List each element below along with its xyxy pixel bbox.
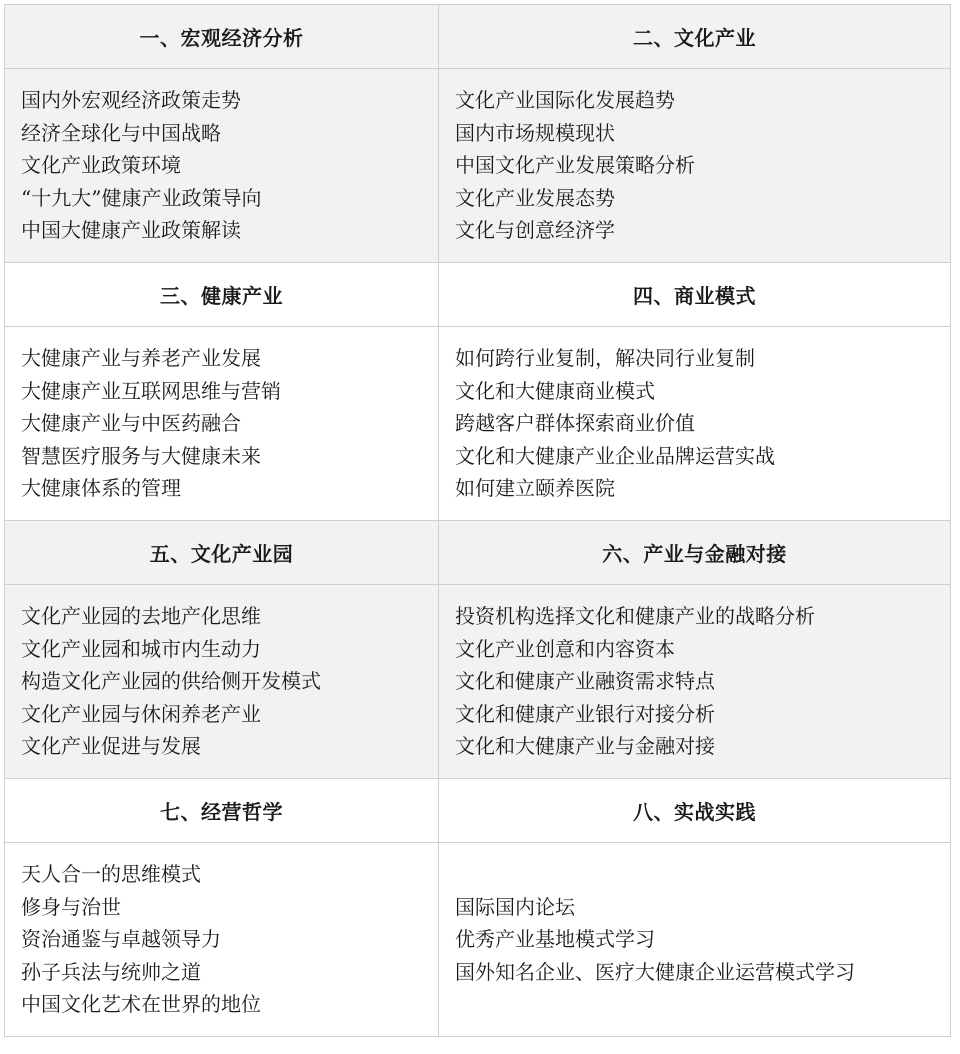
section-item-list bbox=[5, 843, 439, 1037]
list-item: 文化和健康产业融资需求特点 bbox=[455, 669, 715, 694]
list-item: 文化产业政策环境 bbox=[21, 153, 181, 178]
list-item: 大健康产业互联网思维与营销 bbox=[21, 378, 281, 403]
section-body-row bbox=[5, 327, 951, 521]
section-title: 四、商业模式 bbox=[439, 263, 951, 327]
list-item: 中国文化艺术在世界的地位 bbox=[21, 992, 261, 1017]
list-item: 国外知名企业、医疗大健康企业运营模式学习 bbox=[455, 959, 855, 984]
list-item: 文化和大健康商业模式 bbox=[455, 378, 655, 403]
list-item: 投资机构选择文化和健康产业的战略分析 bbox=[455, 604, 815, 629]
list-item: 国内外宏观经济政策走势 bbox=[21, 88, 241, 113]
list-item: 大健康产业与中医药融合 bbox=[21, 411, 241, 436]
list-item: 智慧医疗服务与大健康未来 bbox=[21, 443, 261, 468]
section-body-row bbox=[5, 843, 951, 1037]
list-item: 文化和大健康产业企业品牌运营实战 bbox=[455, 443, 775, 468]
course-table bbox=[4, 4, 951, 1037]
list-item: 国内市场规模现状 bbox=[455, 120, 615, 145]
list-item: 修身与治世 bbox=[21, 894, 121, 919]
section-item-list bbox=[5, 69, 439, 263]
section-title: 二、文化产业 bbox=[439, 5, 951, 69]
list-item: 文化产业创意和内容资本 bbox=[455, 636, 675, 661]
list-item: 文化产业园与休闲养老产业 bbox=[21, 701, 261, 726]
section-title: 八、实战实践 bbox=[439, 779, 951, 843]
section-title: 六、产业与金融对接 bbox=[439, 521, 951, 585]
list-item: 构造文化产业园的供给侧开发模式 bbox=[21, 669, 321, 694]
section-item-list bbox=[5, 327, 439, 521]
section-header-row bbox=[5, 263, 951, 327]
list-item: 中国文化产业发展策略分析 bbox=[455, 153, 695, 178]
list-item: 文化与创意经济学 bbox=[455, 218, 615, 243]
list-item: 文化产业促进与发展 bbox=[21, 734, 201, 759]
list-item: 如何建立颐养医院 bbox=[455, 476, 615, 501]
section-item-list bbox=[439, 69, 951, 263]
section-title: 一、宏观经济分析 bbox=[5, 5, 439, 69]
section-title: 三、健康产业 bbox=[5, 263, 439, 327]
section-item-list bbox=[439, 843, 951, 1037]
section-item-list bbox=[439, 585, 951, 779]
list-item: 中国大健康产业政策解读 bbox=[21, 218, 241, 243]
section-header-row bbox=[5, 5, 951, 69]
section-header-row bbox=[5, 779, 951, 843]
section-item-list bbox=[5, 585, 439, 779]
list-item: 文化产业发展态势 bbox=[455, 185, 615, 210]
section-header-row bbox=[5, 521, 951, 585]
section-item-list bbox=[439, 327, 951, 521]
list-item: 文化产业园的去地产化思维 bbox=[21, 604, 261, 629]
list-item: 文化产业国际化发展趋势 bbox=[455, 88, 675, 113]
section-body-row bbox=[5, 585, 951, 779]
list-item: 大健康产业与养老产业发展 bbox=[21, 346, 261, 371]
list-item: 资治通鉴与卓越领导力 bbox=[21, 927, 221, 952]
list-item: 孙子兵法与统帅之道 bbox=[21, 959, 201, 984]
list-item: 文化和大健康产业与金融对接 bbox=[455, 734, 715, 759]
list-item: 经济全球化与中国战略 bbox=[21, 120, 221, 145]
section-title: 五、文化产业园 bbox=[5, 521, 439, 585]
list-item: 如何跨行业复制，解决同行业复制 bbox=[455, 346, 755, 371]
list-item: 大健康体系的管理 bbox=[21, 476, 181, 501]
section-title: 七、经营哲学 bbox=[5, 779, 439, 843]
list-item: 文化产业园和城市内生动力 bbox=[21, 636, 261, 661]
list-item: 优秀产业基地模式学习 bbox=[455, 927, 655, 952]
list-item: 天人合一的思维模式 bbox=[21, 862, 201, 887]
list-item: 文化和健康产业银行对接分析 bbox=[455, 701, 715, 726]
list-item: “十九大”健康产业政策导向 bbox=[21, 185, 262, 210]
list-item: 国际国内论坛 bbox=[455, 894, 575, 919]
section-body-row bbox=[5, 69, 951, 263]
list-item: 跨越客户群体探索商业价值 bbox=[455, 411, 695, 436]
